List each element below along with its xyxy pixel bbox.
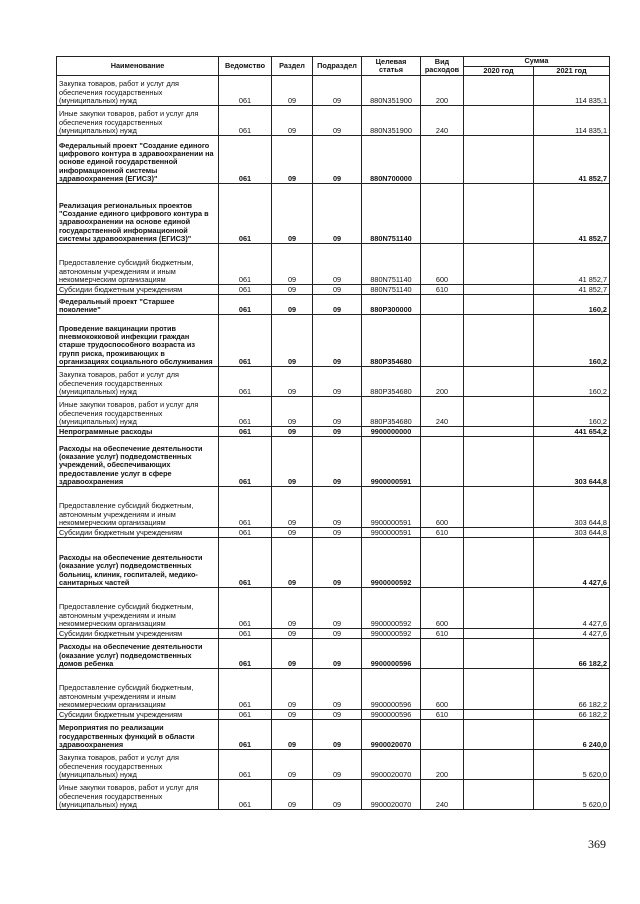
row-sum-2021: 66 182,2: [534, 710, 610, 720]
row-sum-2021: 303 644,8: [534, 437, 610, 487]
table-row: [57, 437, 610, 487]
row-name: Субсидии бюджетным учреждениям: [57, 629, 219, 639]
row-name: Субсидии бюджетным учреждениям: [57, 285, 219, 295]
row-sum-2020: [464, 136, 534, 184]
table-row: [57, 367, 610, 397]
row-section: 09: [272, 295, 313, 315]
row-subsection: 09: [313, 184, 362, 244]
row-target: 880N751140: [362, 285, 421, 295]
row-dept: 061: [219, 295, 272, 315]
table-row: [57, 397, 610, 427]
row-name: Закупка товаров, работ и услуг для обеспечения государственных (муниципальных) нужд: [57, 76, 219, 106]
row-name: Субсидии бюджетным учреждениям: [57, 528, 219, 538]
row-dept: 061: [219, 76, 272, 106]
row-sum-2021: 5 620,0: [534, 780, 610, 810]
row-name: Предоставление субсидий бюджетным, автономным учреждениям и иным некоммерческим организациям: [57, 244, 219, 285]
row-sum-2021: 303 644,8: [534, 487, 610, 528]
row-sum-2021: 160,2: [534, 295, 610, 315]
row-subsection: 09: [313, 588, 362, 629]
row-target: 9900000592: [362, 538, 421, 588]
row-section: 09: [272, 367, 313, 397]
row-type: 600: [421, 588, 464, 629]
row-type: [421, 315, 464, 367]
row-sum-2020: [464, 76, 534, 106]
table-row: [57, 710, 610, 720]
col-2021-header: 2021 год: [534, 67, 610, 76]
row-type: 200: [421, 750, 464, 780]
row-subsection: 09: [313, 528, 362, 538]
row-type: 610: [421, 629, 464, 639]
col-sum-header: Сумма: [464, 57, 610, 67]
row-subsection: 09: [313, 538, 362, 588]
row-target: 9900000591: [362, 437, 421, 487]
row-sum-2020: [464, 528, 534, 538]
row-name: Мероприятия по реализации государственных функций в области здравоохранения: [57, 720, 219, 750]
row-subsection: 09: [313, 427, 362, 437]
row-sum-2021: 114 835,1: [534, 106, 610, 136]
row-type: [421, 136, 464, 184]
row-name: Федеральный проект "Создание единого цифрового контура в здравоохранении на основе единой государственной информационной системы здравоохранения (ЕГИСЗ)": [57, 136, 219, 184]
row-section: 09: [272, 538, 313, 588]
row-sum-2021: 5 620,0: [534, 750, 610, 780]
row-dept: 061: [219, 397, 272, 427]
row-dept: 061: [219, 184, 272, 244]
row-target: 880N751140: [362, 244, 421, 285]
row-section: 09: [272, 528, 313, 538]
row-section: 09: [272, 629, 313, 639]
row-sum-2020: [464, 669, 534, 710]
row-sum-2020: [464, 588, 534, 629]
row-target: 9900000596: [362, 669, 421, 710]
row-type: [421, 184, 464, 244]
row-dept: 061: [219, 244, 272, 285]
row-section: 09: [272, 397, 313, 427]
row-subsection: 09: [313, 669, 362, 710]
row-name: Иные закупки товаров, работ и услуг для обеспечения государственных (муниципальных) нужд: [57, 106, 219, 136]
row-dept: 061: [219, 669, 272, 710]
row-section: 09: [272, 487, 313, 528]
row-subsection: 09: [313, 487, 362, 528]
row-subsection: 09: [313, 106, 362, 136]
row-section: 09: [272, 427, 313, 437]
page-number: 369: [588, 837, 606, 851]
row-target: 880P354680: [362, 315, 421, 367]
row-subsection: 09: [313, 136, 362, 184]
row-target: 880N700000: [362, 136, 421, 184]
row-dept: 061: [219, 437, 272, 487]
row-type: [421, 538, 464, 588]
row-subsection: 09: [313, 750, 362, 780]
col-subsection-header: Подраздел: [313, 57, 362, 76]
table-row: [57, 487, 610, 528]
row-dept: 061: [219, 639, 272, 669]
table-row: [57, 720, 610, 750]
row-sum-2021: 441 654,2: [534, 427, 610, 437]
row-type: 610: [421, 710, 464, 720]
row-target: 9900000591: [362, 487, 421, 528]
row-sum-2020: [464, 437, 534, 487]
row-sum-2021: 41 852,7: [534, 244, 610, 285]
row-sum-2020: [464, 184, 534, 244]
row-subsection: 09: [313, 295, 362, 315]
row-sum-2021: 4 427,6: [534, 538, 610, 588]
row-type: [421, 720, 464, 750]
table-body: [57, 76, 610, 810]
row-sum-2021: 41 852,7: [534, 285, 610, 295]
row-subsection: 09: [313, 367, 362, 397]
row-name: Предоставление субсидий бюджетным, автономным учреждениям и иным некоммерческим организациям: [57, 669, 219, 710]
table-row: [57, 629, 610, 639]
row-sum-2020: [464, 244, 534, 285]
row-sum-2020: [464, 750, 534, 780]
row-name: Расходы на обеспечение деятельности (оказание услуг) подведомственных учреждений, обеспечивающих предоставление услуг в сфере здравоохранения: [57, 437, 219, 487]
row-dept: 061: [219, 106, 272, 136]
row-target: 880P354680: [362, 367, 421, 397]
row-sum-2021: 160,2: [534, 397, 610, 427]
row-section: 09: [272, 106, 313, 136]
row-dept: 061: [219, 720, 272, 750]
row-sum-2020: [464, 720, 534, 750]
row-sum-2021: 41 852,7: [534, 136, 610, 184]
table-row: [57, 244, 610, 285]
table-row: [57, 639, 610, 669]
row-target: 9900000592: [362, 588, 421, 629]
row-sum-2021: 41 852,7: [534, 184, 610, 244]
row-sum-2020: [464, 315, 534, 367]
row-target: 9900020070: [362, 720, 421, 750]
row-dept: 061: [219, 528, 272, 538]
row-sum-2020: [464, 780, 534, 810]
row-section: 09: [272, 669, 313, 710]
row-section: 09: [272, 136, 313, 184]
row-type: 610: [421, 285, 464, 295]
row-subsection: 09: [313, 76, 362, 106]
row-type: 240: [421, 397, 464, 427]
row-subsection: 09: [313, 437, 362, 487]
row-dept: 061: [219, 780, 272, 810]
budget-table: [56, 56, 610, 810]
table-row: [57, 538, 610, 588]
row-dept: 061: [219, 588, 272, 629]
row-section: 09: [272, 315, 313, 367]
row-dept: 061: [219, 487, 272, 528]
row-dept: 061: [219, 427, 272, 437]
row-target: 9900000596: [362, 710, 421, 720]
row-type: 200: [421, 76, 464, 106]
row-sum-2021: 66 182,2: [534, 669, 610, 710]
row-type: 200: [421, 367, 464, 397]
row-section: 09: [272, 639, 313, 669]
row-name: Иные закупки товаров, работ и услуг для обеспечения государственных (муниципальных) нужд: [57, 780, 219, 810]
row-name: Федеральный проект "Старшее поколение": [57, 295, 219, 315]
row-sum-2021: 4 427,6: [534, 629, 610, 639]
row-sum-2021: 4 427,6: [534, 588, 610, 629]
row-section: 09: [272, 285, 313, 295]
row-section: 09: [272, 437, 313, 487]
row-subsection: 09: [313, 397, 362, 427]
row-name: Предоставление субсидий бюджетным, автономным учреждениям и иным некоммерческим организациям: [57, 588, 219, 629]
row-sum-2020: [464, 106, 534, 136]
table-row: [57, 780, 610, 810]
row-target: 880N751140: [362, 184, 421, 244]
row-name: Проведение вакцинации против пневмококковой инфекции граждан старше трудоспособного возраста из групп риска, проживающих в организациях социального обслуживания: [57, 315, 219, 367]
row-sum-2021: 66 182,2: [534, 639, 610, 669]
row-name: Предоставление субсидий бюджетным, автономным учреждениям и иным некоммерческим организациям: [57, 487, 219, 528]
row-name: Непрограммные расходы: [57, 427, 219, 437]
col-dept-header: Ведомство: [219, 57, 272, 76]
row-type: 240: [421, 780, 464, 810]
col-name-header: Наименование: [57, 57, 219, 76]
row-subsection: 09: [313, 710, 362, 720]
row-sum-2020: [464, 538, 534, 588]
row-target: 880P300000: [362, 295, 421, 315]
row-target: 880N351900: [362, 76, 421, 106]
row-type: 600: [421, 487, 464, 528]
row-sum-2021: 303 644,8: [534, 528, 610, 538]
table-row: [57, 285, 610, 295]
col-2020-header: 2020 год: [464, 67, 534, 76]
row-target: 880P354680: [362, 397, 421, 427]
row-sum-2020: [464, 710, 534, 720]
row-type: 600: [421, 669, 464, 710]
row-name: Закупка товаров, работ и услуг для обеспечения государственных (муниципальных) нужд: [57, 750, 219, 780]
row-target: 9900000592: [362, 629, 421, 639]
row-sum-2020: [464, 427, 534, 437]
row-type: [421, 427, 464, 437]
row-dept: 061: [219, 285, 272, 295]
row-dept: 061: [219, 629, 272, 639]
row-sum-2020: [464, 639, 534, 669]
table-row: [57, 427, 610, 437]
col-section-header: Раздел: [272, 57, 313, 76]
row-target: 9900020070: [362, 780, 421, 810]
row-type: [421, 639, 464, 669]
row-section: 09: [272, 710, 313, 720]
table-row: [57, 315, 610, 367]
row-sum-2021: 6 240,0: [534, 720, 610, 750]
row-section: 09: [272, 780, 313, 810]
row-name: Иные закупки товаров, работ и услуг для обеспечения государственных (муниципальных) нужд: [57, 397, 219, 427]
row-sum-2020: [464, 285, 534, 295]
table-row: [57, 106, 610, 136]
row-dept: 061: [219, 136, 272, 184]
row-type: [421, 437, 464, 487]
row-target: 9900000591: [362, 528, 421, 538]
table-row: [57, 588, 610, 629]
row-sum-2021: 160,2: [534, 367, 610, 397]
row-dept: 061: [219, 750, 272, 780]
row-name: Реализация региональных проектов "Создание единого цифрового контура в здравоохранении на основе единой государственной информационной системы здравоохранения (ЕГИСЗ)": [57, 184, 219, 244]
row-sum-2020: [464, 367, 534, 397]
table-row: [57, 669, 610, 710]
row-name: Субсидии бюджетным учреждениям: [57, 710, 219, 720]
row-type: 610: [421, 528, 464, 538]
row-name: Расходы на обеспечение деятельности (оказание услуг) подведомственных домов ребенка: [57, 639, 219, 669]
row-dept: 061: [219, 710, 272, 720]
row-sum-2020: [464, 397, 534, 427]
row-dept: 061: [219, 367, 272, 397]
row-sum-2020: [464, 295, 534, 315]
row-name: Закупка товаров, работ и услуг для обеспечения государственных (муниципальных) нужд: [57, 367, 219, 397]
row-section: 09: [272, 720, 313, 750]
row-subsection: 09: [313, 720, 362, 750]
table-header: [57, 57, 610, 76]
table-row: [57, 184, 610, 244]
row-subsection: 09: [313, 244, 362, 285]
row-subsection: 09: [313, 639, 362, 669]
col-type-header: Вид расходов: [421, 57, 464, 76]
row-type: 600: [421, 244, 464, 285]
row-target: 9900020070: [362, 750, 421, 780]
row-dept: 061: [219, 538, 272, 588]
table-row: [57, 76, 610, 106]
row-section: 09: [272, 588, 313, 629]
row-sum-2020: [464, 629, 534, 639]
row-type: 240: [421, 106, 464, 136]
table-row: [57, 136, 610, 184]
row-target: 880N351900: [362, 106, 421, 136]
table-row: [57, 295, 610, 315]
row-type: [421, 295, 464, 315]
row-subsection: 09: [313, 285, 362, 295]
row-subsection: 09: [313, 629, 362, 639]
row-section: 09: [272, 76, 313, 106]
row-subsection: 09: [313, 780, 362, 810]
row-target: 9900000596: [362, 639, 421, 669]
row-section: 09: [272, 184, 313, 244]
table-row: [57, 528, 610, 538]
row-name: Расходы на обеспечение деятельности (оказание услуг) подведомственных больниц, клиник, госпиталей, медико-санитарных частей: [57, 538, 219, 588]
row-sum-2021: 114 835,1: [534, 76, 610, 106]
row-dept: 061: [219, 315, 272, 367]
row-target: 9900000000: [362, 427, 421, 437]
row-sum-2020: [464, 487, 534, 528]
col-target-header: Целевая статья: [362, 57, 421, 76]
row-sum-2021: 160,2: [534, 315, 610, 367]
row-section: 09: [272, 750, 313, 780]
table-row: [57, 750, 610, 780]
row-subsection: 09: [313, 315, 362, 367]
row-section: 09: [272, 244, 313, 285]
